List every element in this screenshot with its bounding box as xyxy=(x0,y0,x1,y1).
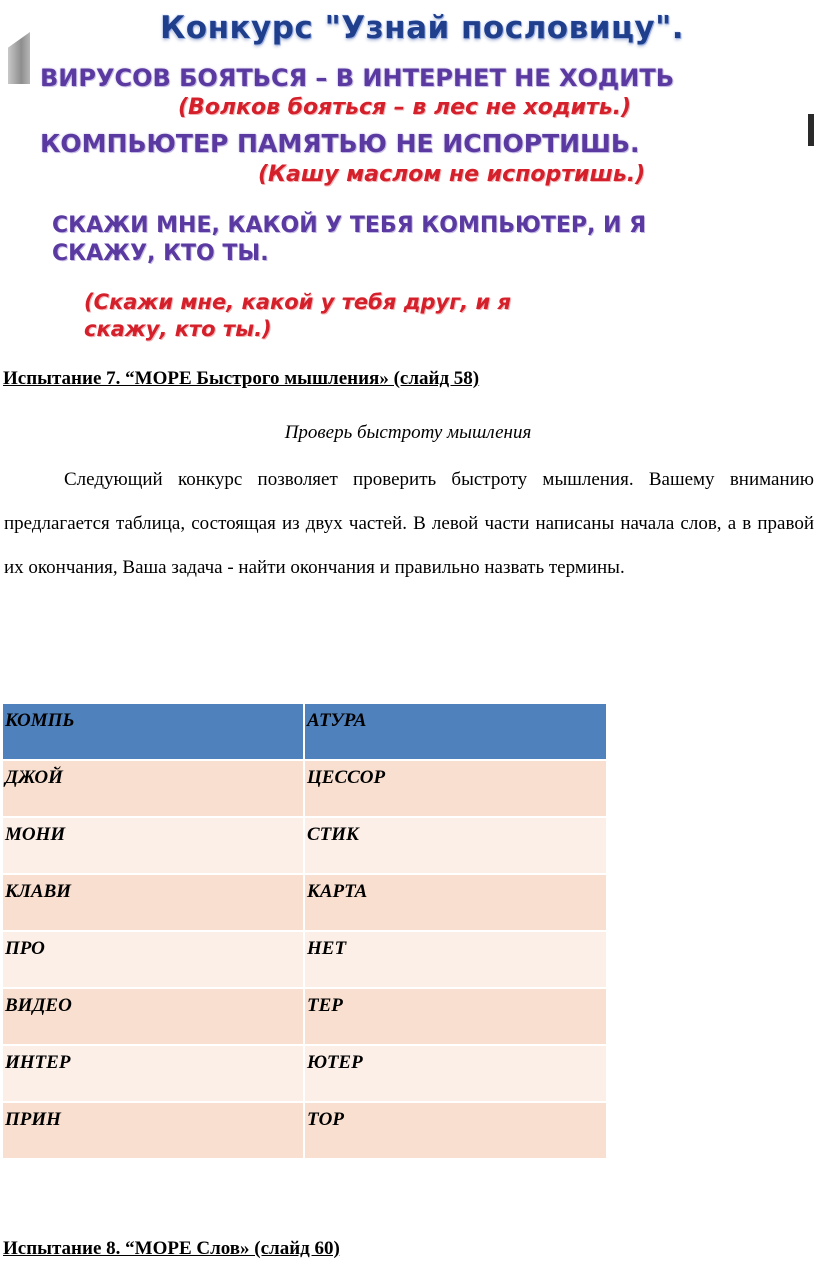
word-beginning: КОМПЬ xyxy=(5,710,75,731)
word-ending: КАРТА xyxy=(307,881,368,902)
word-beginning: ВИДЕО xyxy=(5,995,72,1016)
word-beginning-cell xyxy=(3,760,304,817)
slide-edge-decoration xyxy=(808,114,814,146)
word-ending-cell xyxy=(304,760,607,817)
word-ending: АТУРА xyxy=(307,710,367,731)
word-ending: ЮТЕР xyxy=(307,1052,363,1073)
word-beginning: ИНТЕР xyxy=(5,1052,71,1073)
table-row xyxy=(3,760,607,817)
word-ending: ЦЕССОР xyxy=(307,767,386,788)
table-row xyxy=(3,988,607,1045)
test-8-heading: Испытание 8. “МОРЕ Слов» (слайд 60) xyxy=(3,1238,340,1259)
word-beginning-cell xyxy=(3,817,304,874)
word-beginning-cell xyxy=(3,988,304,1045)
word-beginning: ПРИН xyxy=(5,1109,61,1130)
table-row xyxy=(3,817,607,874)
word-parts-table xyxy=(3,704,608,1160)
slide-image xyxy=(0,0,816,352)
word-ending-cell xyxy=(304,1102,607,1159)
proverb-2: КОМПЬЮТЕР ПАМЯТЬЮ НЕ ИСПОРТИШЬ. xyxy=(40,129,640,158)
word-ending-cell xyxy=(304,988,607,1045)
table-row xyxy=(3,874,607,931)
word-ending: ТОР xyxy=(307,1109,344,1130)
test-7-subtitle: Проверь быстроту мышления xyxy=(284,422,532,443)
word-ending: ТЕР xyxy=(307,995,343,1016)
word-beginning-cell xyxy=(3,1045,304,1102)
word-beginning-cell xyxy=(3,1102,304,1159)
word-ending-cell xyxy=(304,931,607,988)
table-row xyxy=(3,1045,607,1102)
word-beginning: ПРО xyxy=(5,938,45,959)
proverb-3-original-line-2: скажу, кто ты.) xyxy=(84,317,272,342)
word-beginning: ДЖОЙ xyxy=(5,767,63,788)
proverb-3-line-1: СКАЖИ МНЕ, КАКОЙ У ТЕБЯ КОМПЬЮТЕР, И Я xyxy=(52,213,647,238)
word-ending-cell xyxy=(304,817,607,874)
proverb-3-line-2: СКАЖУ, КТО ТЫ. xyxy=(52,240,269,266)
proverb-3-original-line-1: (Скажи мне, какой у тебя друг, и я xyxy=(84,290,512,314)
word-ending-cell xyxy=(304,1045,607,1102)
test-7-description: Следующий конкурс позволяет проверить быстроту мышления. Вашему вниманию предлагается таблица, состоящая из двух частей. В левой части написаны начала слов, а в правой их окончания, Ваша задача - найти окончания и правильно назвать термины. xyxy=(4,469,814,578)
slide-corner-decoration xyxy=(8,32,30,84)
word-beginning-cell xyxy=(3,874,304,931)
proverb-3 xyxy=(52,212,646,267)
contest-title: Конкурс "Узнай пословицу". xyxy=(159,10,685,46)
word-ending-cell xyxy=(304,874,607,931)
table-row xyxy=(3,931,607,988)
proverb-3-original xyxy=(84,289,511,344)
proverb-1: ВИРУСОВ БОЯТЬСЯ – В ИНТЕРНЕТ НЕ ХОДИТЬ xyxy=(40,64,675,92)
word-beginning-cell xyxy=(3,931,304,988)
word-beginning: МОНИ xyxy=(5,824,66,845)
table-row xyxy=(3,1102,607,1159)
table-header-row xyxy=(3,704,607,760)
proverb-2-original: (Кашу маслом не испортишь.) xyxy=(258,162,646,187)
word-ending: НЕТ xyxy=(307,938,347,959)
proverb-1-original: (Волков бояться – в лес не ходить.) xyxy=(178,95,632,120)
word-ending-cell xyxy=(304,704,607,760)
test-7-heading: Испытание 7. “МОРЕ Быстрого мышления» (слайд 58) xyxy=(3,368,480,389)
word-beginning-cell xyxy=(3,704,304,760)
word-ending: СТИК xyxy=(307,824,359,845)
word-beginning: КЛАВИ xyxy=(5,881,72,902)
